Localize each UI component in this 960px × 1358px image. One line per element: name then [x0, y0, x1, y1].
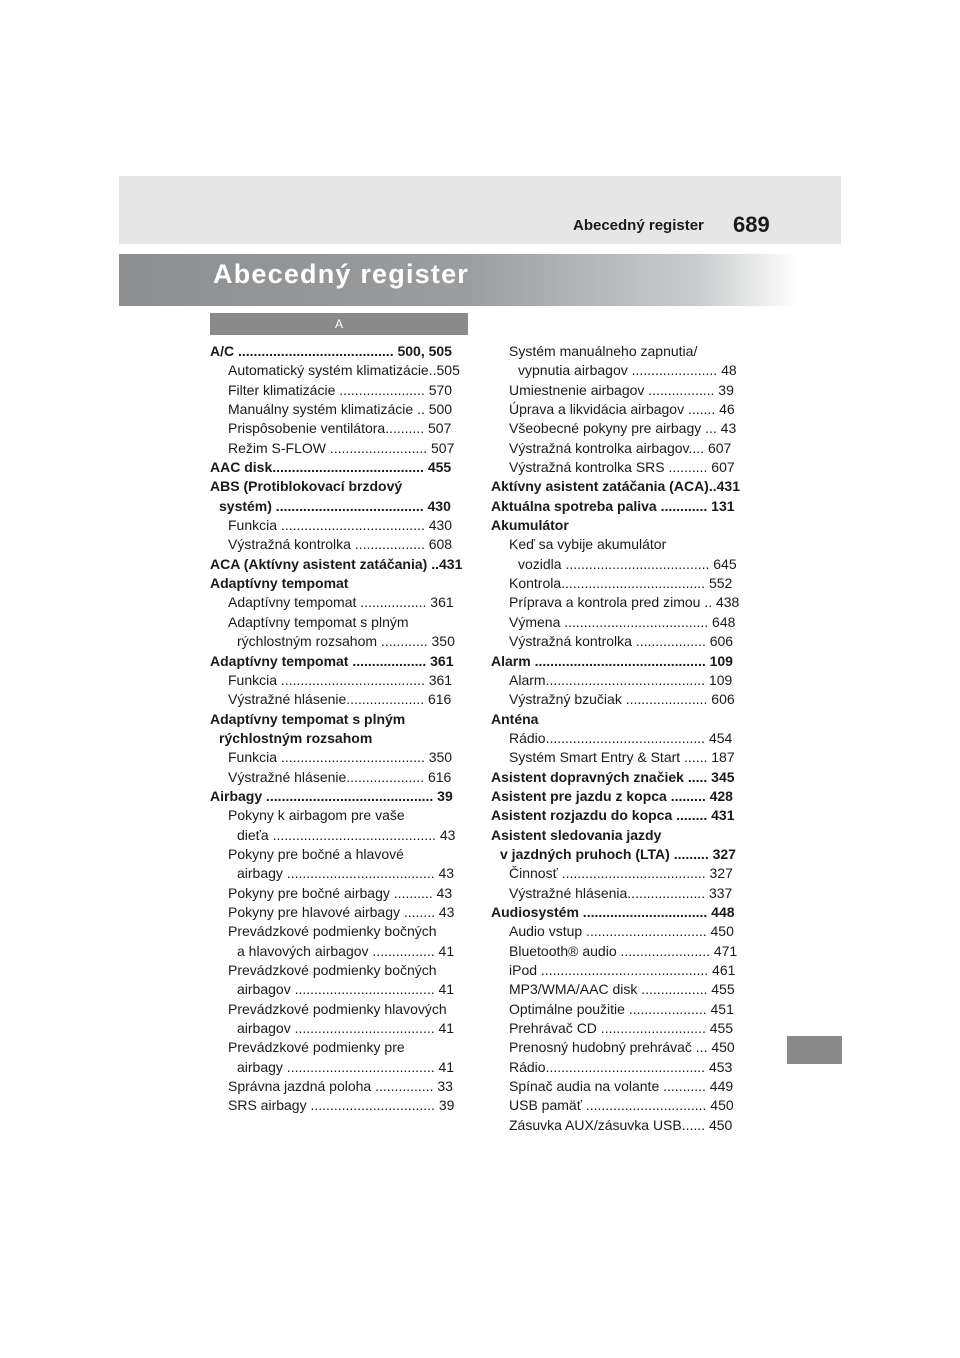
index-entry: Prenosný hudobný prehrávač ... 450	[509, 1039, 735, 1056]
index-entry: Spínač audia na volante ........... 449	[509, 1078, 734, 1095]
index-column-left	[210, 342, 464, 1116]
index-entry: Asistent pre jazdu z kopca ......... 428	[491, 787, 733, 804]
index-entry: Činnosť ..................................... 327	[509, 865, 733, 882]
index-entry: Adaptívny tempomat ................... 361	[210, 652, 454, 669]
index-entry: Pokyny pre bočné airbagy .......... 43	[228, 884, 453, 901]
index-entry: Keď sa vybije akumulátor	[509, 536, 667, 553]
index-entry: Rádio......................................... 453	[509, 1058, 733, 1075]
index-entry: Audio vstup ............................... 450	[509, 923, 734, 940]
index-entry: Adaptívny tempomat s plným	[210, 710, 406, 727]
index-entry: Výstražné hlásenie.................... 616	[228, 691, 452, 708]
index-entry: Výstražná kontrolka airbagov.... 607	[509, 439, 732, 456]
index-entry: Aktuálna spotreba paliva ............ 131	[491, 497, 735, 514]
index-entry: USB pamäť ............................... 450	[509, 1097, 734, 1114]
index-entry: vozidla ..................................... 645	[518, 555, 737, 572]
section-letter-bar: A	[210, 313, 468, 335]
index-entry: Akumulátor	[491, 517, 569, 534]
index-entry: Výstražný bzučiak ..................... 606	[509, 691, 735, 708]
index-entry: Režim S-FLOW ......................... 507	[228, 439, 455, 456]
index-entry: Prispôsobenie ventilátora.......... 507	[228, 420, 452, 437]
index-entry: Filter klimatizácie ...................... 570	[228, 381, 453, 398]
index-entry: rýchlostným rozsahom	[219, 729, 373, 746]
index-entry: Bluetooth® audio ....................... 471	[509, 942, 738, 959]
index-entry: Správna jazdná poloha ............... 33	[228, 1078, 453, 1095]
index-entry: Anténa	[491, 710, 539, 727]
index-entry: ABS (Protiblokovací brzdový	[210, 478, 403, 495]
page-title: Abecedný register	[213, 259, 469, 289]
index-entry: Aktívny asistent zatáčania (ACA)..431	[491, 478, 740, 495]
index-column-right	[491, 342, 745, 1135]
index-entry: MP3/WMA/AAC disk ................. 455	[509, 981, 735, 998]
index-entry: airbagov .................................... 41	[237, 1020, 455, 1037]
index-entry: Prevádzkové podmienky pre	[228, 1039, 405, 1056]
index-entry: Rádio......................................... 454	[509, 729, 733, 746]
index-entry: Alarm......................................... 109	[509, 671, 733, 688]
index-entry: Adaptívny tempomat	[210, 575, 349, 592]
index-entry: Úprava a likvidácia airbagov ....... 46	[509, 401, 735, 418]
index-entry: Prehrávač CD ........................... 455	[509, 1020, 734, 1037]
index-entry: iPod ........................................... 461	[509, 962, 736, 978]
index-entry: vypnutia airbagov ...................... 48	[518, 362, 737, 379]
index-entry: Prevádzkové podmienky bočných	[228, 923, 437, 940]
index-entry: airbagy ...................................... 41	[237, 1058, 455, 1075]
side-thumb-tab	[787, 1036, 842, 1064]
index-entry: AAC disk....................................... 455	[210, 459, 452, 476]
index-entry: SRS airbagy ................................ 39	[228, 1097, 455, 1114]
index-entry: a hlavových airbagov ................ 41	[237, 942, 455, 959]
index-entry: Pokyny pre hlavové airbagy ........ 43	[228, 903, 455, 920]
index-entry: Funkcia ..................................... 350	[228, 749, 453, 766]
index-entry: Adaptívny tempomat s plným	[228, 613, 409, 630]
index-entry: Výstražná kontrolka .................. 606	[509, 633, 734, 650]
index-entry: rýchlostným rozsahom ............ 350	[237, 633, 455, 650]
index-entry: Umiestnenie airbagov ................. 39	[509, 381, 734, 398]
index-entry: Výstražné hlásenia.................... 337	[509, 884, 733, 901]
index-entry: ACA (Aktívny asistent zatáčania) ..431	[210, 555, 463, 572]
index-entry: Automatický systém klimatizácie..505	[228, 362, 460, 379]
index-entry: Alarm ............................................ 109	[491, 652, 733, 669]
index-entry: Výstražné hlásenie.................... 616	[228, 768, 452, 785]
index-entry: Kontrola..................................... 552	[509, 575, 733, 592]
index-entry: systém) ...................................... 430	[219, 497, 451, 514]
index-entry: Všeobecné pokyny pre airbagy ... 43	[509, 420, 737, 437]
index-entry: Výmena ..................................... 648	[509, 613, 736, 630]
index-entry: Manuálny systém klimatizácie .. 500	[228, 401, 453, 418]
index-entry: Optimálne použitie .................... 451	[509, 1000, 734, 1017]
index-entry: Asistent rozjazdu do kopca ........ 431	[491, 807, 735, 824]
index-entry: Zásuvka AUX/zásuvka USB...... 450	[509, 1116, 733, 1133]
index-entry: A/C ........................................ 500, 505	[210, 343, 452, 359]
index-entry: Asistent sledovania jazdy	[491, 826, 662, 843]
index-entry: v jazdných pruhoch (LTA) ......... 327	[500, 845, 736, 862]
index-entry: Funkcia ..................................... 430	[228, 517, 453, 534]
index-entry: Výstražná kontrolka .................. 608	[228, 536, 453, 553]
index-entry: Adaptívny tempomat ................. 361	[228, 594, 454, 611]
index-entry: Pokyny k airbagom pre vaše	[228, 807, 405, 824]
index-entry: Airbagy ........................................... 39	[210, 787, 453, 804]
index-entry: Príprava a kontrola pred zimou .. 438	[509, 594, 740, 611]
index-entry: Prevádzkové podmienky bočných	[228, 962, 437, 978]
index-entry: Funkcia ..................................... 361	[228, 671, 453, 688]
header-title: Abecedný register	[573, 217, 704, 234]
index-entry: Výstražná kontrolka SRS .......... 607	[509, 459, 735, 476]
page-number: 689	[733, 212, 770, 237]
index-entry: Audiosystém ................................ 448	[491, 903, 735, 920]
index-entry: airbagy ...................................... 43	[237, 865, 455, 882]
index-entry: Asistent dopravných značiek ..... 345	[491, 768, 735, 785]
index-entry: Systém manuálneho zapnutia/	[509, 343, 698, 359]
index-entry: Prevádzkové podmienky hlavových	[228, 1000, 447, 1017]
index-entry: Systém Smart Entry & Start ...... 187	[509, 749, 735, 766]
index-entry: dieťa .......................................... 43	[237, 826, 456, 843]
index-entry: Pokyny pre bočné a hlavové	[228, 845, 404, 862]
index-entry: airbagov .................................... 41	[237, 981, 455, 998]
